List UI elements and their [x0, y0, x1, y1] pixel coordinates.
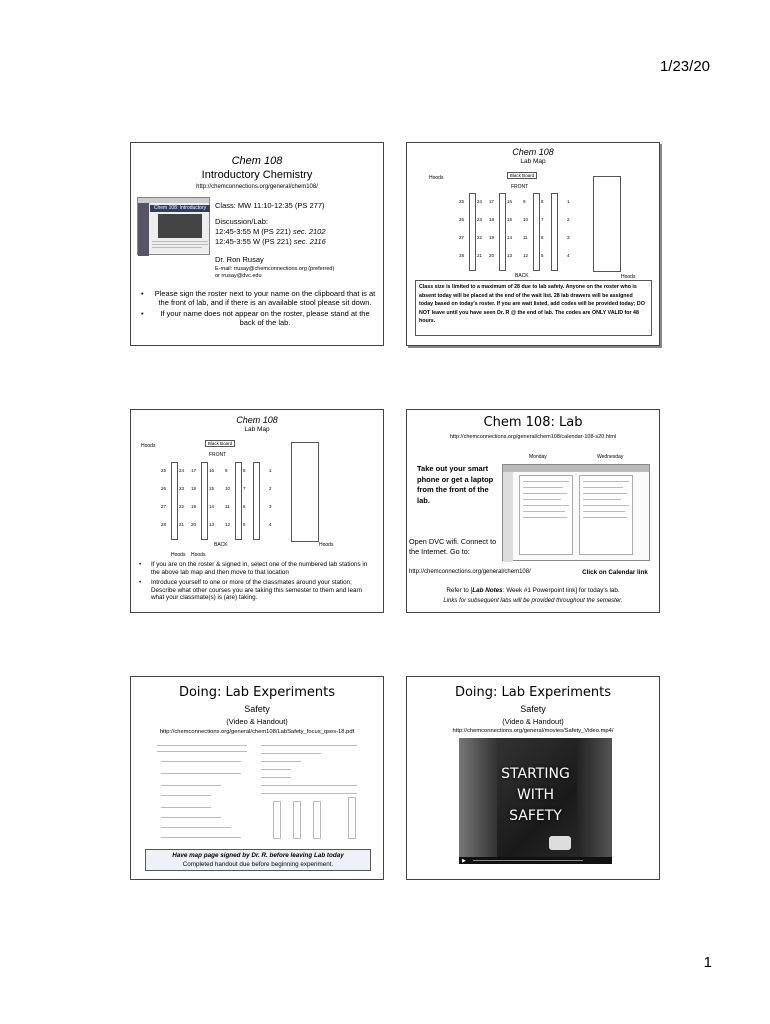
- slide-subtitle: Introductory Chemistry: [201, 169, 313, 181]
- video-handout: (Video & Handout): [226, 717, 288, 726]
- seat-number[interactable]: 15: [507, 217, 513, 222]
- seat-number[interactable]: 19: [489, 235, 495, 240]
- seat-number[interactable]: 5: [243, 522, 246, 527]
- lab-bench: [235, 462, 242, 540]
- seat-number[interactable]: 27: [161, 504, 167, 509]
- back-label: BACK: [214, 542, 228, 548]
- seat-number[interactable]: 19: [191, 504, 197, 509]
- seat-number[interactable]: 20: [191, 522, 197, 527]
- class-time: Class: MW 11:10-12:35 (PS 277): [215, 201, 325, 210]
- seat-number[interactable]: 8: [541, 199, 544, 204]
- seat-number[interactable]: 7: [541, 217, 544, 222]
- slide-title: Chem 108: [512, 147, 554, 157]
- seat-number[interactable]: 27: [459, 235, 465, 240]
- seat-number[interactable]: 25: [161, 468, 167, 473]
- video-handout: (Video & Handout): [502, 717, 564, 726]
- calendar-thumbnail: [502, 464, 650, 561]
- play-icon[interactable]: ▶: [462, 858, 466, 864]
- hood-label: Hoods: [141, 443, 156, 449]
- front-label: FRONT: [511, 184, 529, 190]
- slide-chem-lab: [406, 409, 660, 613]
- slide-lab-map: [406, 142, 660, 346]
- class-size-note: Class size is limited to a maximum of 28 due to lab safety. Anyone on the roster who is absent today will be placed at the end of the wait list. 28 lab drawers will be assigned today based on today's roster. If you are wait listed, add codes will be provided today; DO NOT leave until you have seen Dr. R @ the end of lab. The codes are ONLY VALID for 48 hours.: [415, 280, 652, 336]
- seat-number[interactable]: 17: [191, 468, 197, 473]
- bullet-item: • If your name does not appear on the roster, please stand at the back of the lab.: [141, 309, 370, 327]
- seat-number[interactable]: 25: [459, 199, 465, 204]
- lab-bench: [533, 193, 540, 271]
- seat-number[interactable]: 1: [567, 199, 570, 204]
- slide-title: Doing: Lab Experiments: [178, 685, 336, 700]
- seat-number[interactable]: 18: [489, 217, 495, 222]
- bullet-list: [139, 561, 375, 602]
- back-label: BACK: [515, 273, 529, 279]
- seat-number[interactable]: 6: [541, 235, 544, 240]
- seat-number[interactable]: 8: [243, 468, 246, 473]
- seat-number[interactable]: 5: [541, 253, 544, 258]
- bullet-item: • Introduce yourself to one or more of the classmates around your station; Describe what other courses you are taking this semester to them and learn what your classmate(s) is (are) taking.: [139, 579, 363, 602]
- seat-number[interactable]: 12: [225, 522, 231, 527]
- handout-thumbnail: [153, 741, 363, 845]
- lab-bench: [551, 193, 558, 271]
- seat-number[interactable]: 7: [243, 486, 246, 491]
- slide-title: Chem 108: [236, 415, 278, 425]
- calendar-url[interactable]: http://chemconnections.org/general/chem108/calendar-108-s20.html: [449, 434, 617, 440]
- front-label: FRONT: [209, 452, 227, 458]
- seat-number[interactable]: 10: [225, 486, 231, 491]
- seat-number[interactable]: 23: [477, 217, 483, 222]
- bullet-list: [141, 289, 377, 327]
- seat-number[interactable]: 9: [225, 468, 228, 473]
- seat-number[interactable]: 15: [209, 486, 215, 491]
- bullet-item: • Please sign the roster next to your name on the clipboard that is at the front of lab, and if there is an available stool please sit down.: [141, 289, 376, 307]
- seat-number[interactable]: 11: [523, 235, 528, 240]
- course-url[interactable]: http://chemconnections.org/general/chem108/: [196, 184, 318, 190]
- black-board: Black Board: [507, 172, 537, 179]
- slide-lab-map-2: [130, 409, 384, 613]
- hood-label: Hoods: [429, 175, 444, 181]
- discussion-time-2: 12:45-3:55 W (PS 221) sec. 2116: [215, 237, 326, 246]
- seat-number[interactable]: 14: [507, 235, 513, 240]
- discussion-time-1: 12:45-3:55 M (PS 221) sec. 2102: [215, 227, 326, 236]
- slide-title: Chem 108: [231, 155, 283, 167]
- safety-heading: Safety: [244, 704, 270, 714]
- bullet-item: • If you are on the roster & signed in, select one of the numbered lab stations in the above lab map and then move to that location: [139, 561, 368, 576]
- slide-title: Doing: Lab Experiments: [454, 685, 612, 700]
- lab-bench: [171, 462, 178, 540]
- seat-number[interactable]: 4: [269, 522, 272, 527]
- seat-number[interactable]: 24: [179, 468, 185, 473]
- slide-title: Chem 108: Lab: [483, 415, 583, 430]
- slide-lab-safety-handout: [130, 676, 384, 880]
- side-bench: [593, 176, 621, 272]
- website-thumbnail: [137, 197, 210, 255]
- links-note: Links for subsequent labs will be provided throughout the semester.: [443, 598, 623, 604]
- video-title-overlay: STARTING WITH SAFETY: [501, 766, 570, 824]
- seat-number[interactable]: 2: [567, 217, 570, 222]
- lab-bench: [253, 462, 260, 540]
- seat-number[interactable]: 23: [179, 486, 185, 491]
- side-bench: [291, 442, 319, 542]
- monday-label: Monday: [529, 454, 547, 460]
- seat-number[interactable]: 16: [209, 468, 215, 473]
- slide-safety-video: [406, 676, 660, 880]
- seat-number[interactable]: 6: [243, 504, 246, 509]
- seat-number[interactable]: 13: [507, 253, 513, 258]
- seat-number[interactable]: 13: [209, 522, 215, 527]
- seat-number[interactable]: 14: [209, 504, 215, 509]
- click-calendar: Click on Calendar link: [582, 569, 648, 576]
- lab-bench: [469, 193, 476, 271]
- instructor-email: E-mail: rrusay@chemconnections.org (preferred): [215, 266, 335, 272]
- seat-number[interactable]: 11: [225, 504, 230, 509]
- course-url[interactable]: http://chemconnections.org/general/chem108/: [409, 569, 531, 575]
- video-controls[interactable]: [459, 857, 612, 864]
- seat-number[interactable]: 17: [489, 199, 495, 204]
- seat-number[interactable]: 10: [523, 217, 529, 222]
- thumbnail-title: Chem 108: Introductory: [150, 205, 210, 212]
- discussion-label: Discussion/Lab:: [215, 217, 268, 226]
- map-signature-note: Have map page signed by Dr. R. before leaving Lab today Completed handout due before beginning experiment.: [145, 849, 371, 871]
- seat-number[interactable]: 12: [523, 253, 529, 258]
- seat-number[interactable]: 18: [191, 486, 197, 491]
- seat-number[interactable]: 16: [507, 199, 513, 204]
- take-out-phone: Take out your smart phone or get a laptop from the front of the lab.: [417, 464, 494, 505]
- lab-bench: [499, 193, 506, 271]
- seat-number[interactable]: 20: [489, 253, 495, 258]
- map-title: Lab Map: [244, 426, 270, 433]
- seat-number[interactable]: 26: [161, 486, 167, 491]
- seat-number[interactable]: 21: [179, 522, 185, 527]
- seat-number[interactable]: 3: [269, 504, 272, 509]
- slide-intro: [130, 142, 384, 346]
- seat-number[interactable]: 22: [477, 235, 483, 240]
- video-progress-bar[interactable]: [473, 860, 583, 861]
- lab-bench: [201, 462, 208, 540]
- page-date: 1/23/20: [659, 58, 710, 75]
- page-number: 1: [703, 954, 712, 971]
- black-board: Black Board: [205, 440, 235, 447]
- seat-number[interactable]: 28: [459, 253, 465, 258]
- refer-note: Refer to [Lab Notes: Week #1 Powerpoint link] for today's lab.: [446, 587, 620, 594]
- seat-number[interactable]: 3: [567, 235, 570, 240]
- instructor-name: Dr. Ron Rusay: [215, 255, 264, 264]
- hood-label: Hoods: [319, 542, 334, 548]
- map-title: Lab Map: [520, 158, 546, 165]
- safety-heading: Safety: [520, 704, 546, 714]
- seat-number[interactable]: 1: [269, 468, 272, 473]
- video-url[interactable]: http://chemconnections.org/general/movies/Safety_Video.mp4/: [452, 728, 614, 734]
- seat-number[interactable]: 2: [269, 486, 272, 491]
- safety-video-player[interactable]: [459, 738, 612, 864]
- seat-number[interactable]: 9: [523, 199, 526, 204]
- hood-label: Hoods: [191, 552, 206, 558]
- wednesday-label: Wednesday: [597, 454, 624, 460]
- instructor-email-alt: or rrusay@dvc.edu: [215, 273, 262, 279]
- seat-number[interactable]: 24: [477, 199, 483, 204]
- hood-label: Hoods: [621, 274, 636, 280]
- hood-label: Hoods: [171, 552, 186, 558]
- seat-number[interactable]: 26: [459, 217, 465, 222]
- seat-number[interactable]: 4: [567, 253, 570, 258]
- handout-url[interactable]: http://chemconnections.org/general/chem108/LabSafety_focus_qses-18.pdf: [159, 729, 355, 735]
- seat-number[interactable]: 21: [477, 253, 483, 258]
- seat-number[interactable]: 22: [179, 504, 185, 509]
- open-wifi: Open DVC wifi. Connect to the Internet. Go to:: [409, 537, 497, 556]
- seat-number[interactable]: 28: [161, 522, 167, 527]
